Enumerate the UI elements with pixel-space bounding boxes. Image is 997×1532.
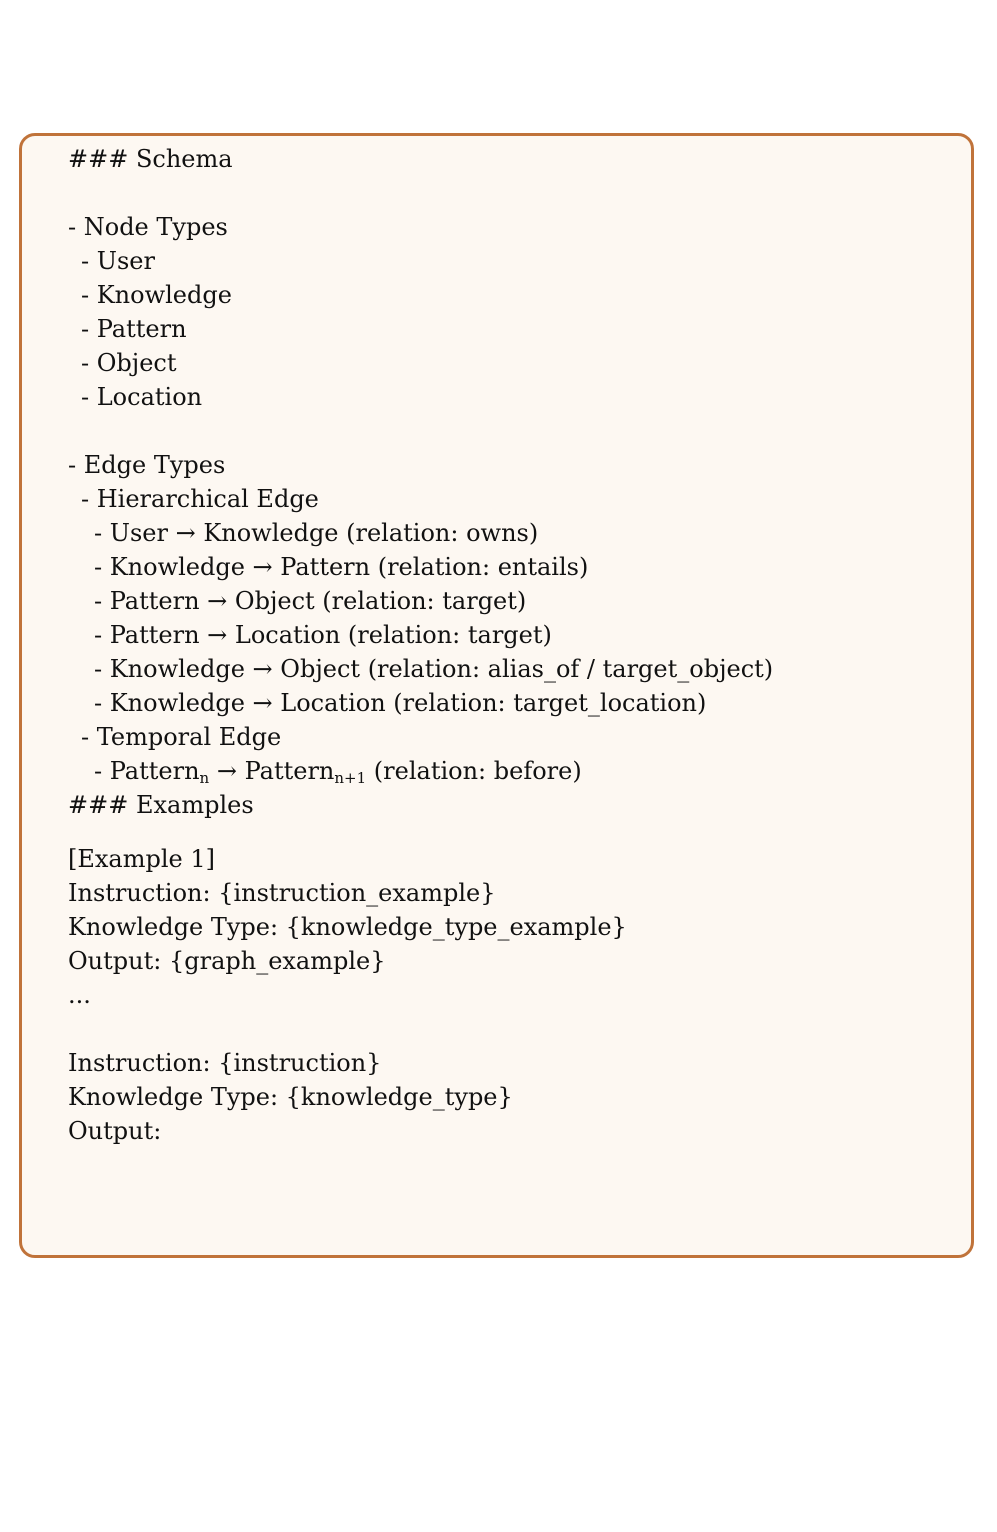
blank-line xyxy=(68,1012,961,1046)
hierarchical-edge-item: - Knowledge → Pattern (relation: entails) xyxy=(94,553,589,581)
example-instruction: Instruction: {instruction_example} xyxy=(68,879,496,907)
temporal-edge-subscript-n1: n+1 xyxy=(334,769,367,787)
temporal-edge-prefix: - Pattern xyxy=(94,757,200,785)
ellipsis: ... xyxy=(68,981,91,1009)
edge-types-label: - Edge Types xyxy=(68,451,226,479)
hierarchical-edge-item: - User → Knowledge (relation: owns) xyxy=(94,519,539,547)
hierarchical-edge-item: - Pattern → Location (relation: target) xyxy=(94,621,552,649)
instruction-line: Instruction: {instruction} xyxy=(68,1049,382,1077)
hierarchical-edge-item: - Knowledge → Object (relation: alias_of / target_object) xyxy=(94,655,774,683)
blank-line xyxy=(68,414,961,448)
blank-line xyxy=(68,822,961,842)
output-line: Output: xyxy=(68,1117,162,1145)
blank-line xyxy=(68,176,961,210)
temporal-edge-subscript-n: n xyxy=(199,769,210,787)
temporal-edge-item xyxy=(68,754,961,788)
prompt-box xyxy=(19,133,974,1258)
prompt-content xyxy=(68,142,961,1148)
hierarchical-edge-item: - Pattern → Object (relation: target) xyxy=(94,587,527,615)
node-type-item: - Pattern xyxy=(81,315,187,343)
example-label: [Example 1] xyxy=(68,845,215,873)
node-types-label: - Node Types xyxy=(68,213,228,241)
temporal-edge-label: - Temporal Edge xyxy=(81,723,282,751)
node-type-item: - Location xyxy=(81,383,203,411)
temporal-edge-arrow: → Pattern xyxy=(209,757,335,785)
node-type-item: - User xyxy=(81,247,155,275)
hierarchical-edge-item: - Knowledge → Location (relation: target_location) xyxy=(94,689,707,717)
knowledge-type-line: Knowledge Type: {knowledge_type} xyxy=(68,1083,513,1111)
examples-heading: ### Examples xyxy=(68,791,254,819)
schema-heading: ### Schema xyxy=(68,145,233,173)
node-type-item: - Object xyxy=(81,349,177,377)
example-output: Output: {graph_example} xyxy=(68,947,386,975)
node-type-item: - Knowledge xyxy=(81,281,232,309)
temporal-edge-suffix: (relation: before) xyxy=(366,757,582,785)
hierarchical-edge-label: - Hierarchical Edge xyxy=(81,485,319,513)
example-knowledge-type: Knowledge Type: {knowledge_type_example} xyxy=(68,913,627,941)
